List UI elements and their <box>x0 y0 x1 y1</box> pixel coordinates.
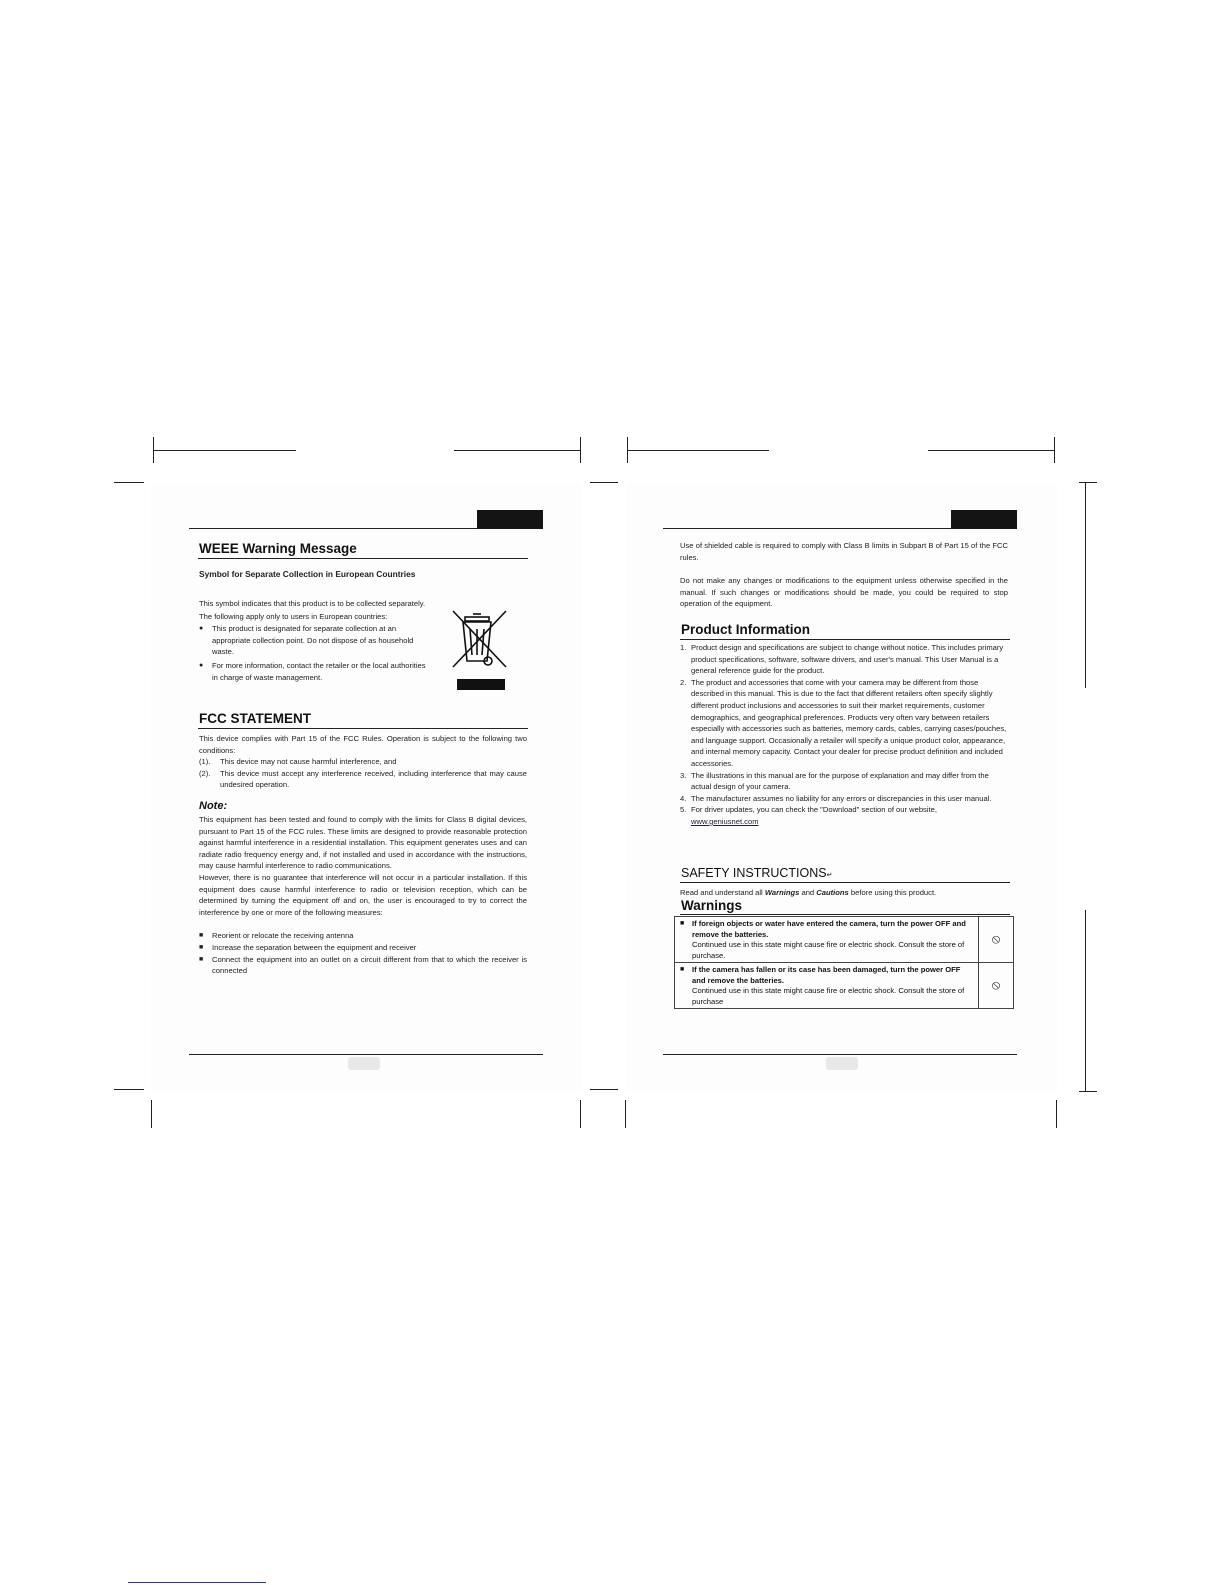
table-row <box>675 917 1014 963</box>
product-info-list <box>680 642 1010 828</box>
fcc-conditions <box>199 756 527 791</box>
crop-mark <box>1056 1100 1057 1128</box>
crop-mark <box>627 450 769 451</box>
crop-mark <box>153 450 296 451</box>
list-item: 5. For driver updates, you can check the "Download" section of our website, www.geniusnet.com <box>680 805 937 826</box>
warnings-title: Warnings <box>681 898 743 913</box>
fcc-body <box>199 733 527 791</box>
product-info-title: Product Information <box>681 622 810 637</box>
list-item: 2. The product and accessories that come with your camera may be different from those described in this manual. This is due to the fact that different retailers often specify slightly different product inclusions and accessories to suit their market requirements, customer demographics, and geographical preferences. Products very often vary between retailers especially with accessories such as batteries, memory cards, cables, carrying cases/pouches, and language support. Occasionally a retailer will specify a unique product color, appearance, and internal memory capacity. Contact your dealer for precise product definition and included accessories. <box>680 677 1007 768</box>
prohibited-icon: ⦸ <box>979 917 1014 963</box>
crop-mark <box>1079 1091 1097 1092</box>
weee-subtitle: Symbol for Separate Collection in European Countries <box>199 569 416 579</box>
warning-title: If the camera has fallen or its case has been damaged, turn the power OFF and remove the batteries. <box>692 965 961 985</box>
crop-mark <box>928 450 1054 451</box>
crop-mark <box>580 437 581 463</box>
list-item: ■ Connect the equipment into an outlet on a circuit different from that to which the receiver is connected <box>199 954 527 977</box>
crop-mark <box>114 482 144 483</box>
crop-mark <box>1085 910 1086 1092</box>
section-rule <box>680 639 1010 640</box>
product-info-body <box>680 642 1010 828</box>
crop-mark <box>114 1089 144 1090</box>
section-rule <box>198 558 528 559</box>
crop-mark <box>625 1100 626 1128</box>
weee-body <box>199 598 431 683</box>
header-tab <box>477 510 543 529</box>
crop-mark <box>151 1100 152 1128</box>
page-number-box <box>348 1057 380 1070</box>
footer-rule <box>189 1054 543 1055</box>
warning-text: Continued use in this state might cause fire or electric shock. Consult the store of purchase. <box>692 940 965 960</box>
crop-mark <box>590 482 618 483</box>
section-rule <box>680 914 1010 915</box>
crop-mark <box>580 1100 581 1128</box>
prohibited-icon: ⦸ <box>979 963 1014 1009</box>
fcc-intro: This device complies with Part 15 of the FCC Rules. Operation is subject to the following two conditions: <box>199 734 527 755</box>
safety-read-line: Read and understand all Warnings and Cautions before using this product. <box>680 888 937 897</box>
list-item: 4. The manufacturer assumes no liability for any errors or discrepancies in this user manual. <box>680 793 992 803</box>
warning-title: If foreign objects or water have entered the camera, turn the power OFF and remove the batteries. <box>692 919 966 939</box>
note-title: Note: <box>199 800 228 812</box>
safety-title: SAFETY INSTRUCTIONS↵ <box>681 866 833 880</box>
crossed-out-wheeled-bin-icon <box>446 609 516 693</box>
weee-intro-1: This symbol indicates that this product is to be collected separately. <box>199 599 426 608</box>
page-number-box <box>826 1057 858 1070</box>
note-paragraph: This equipment has been tested and found to comply with the limits for Class B digital devices, pursuant to Part 15 of the FCC rules. These limits are designed to provide reasonable protection against harmful interference in a residential installation. This equipment generates uses and can radiate radio frequency energy and, if not installed and used in accordance with the instructions, may cause harmful interference to radio communications. <box>199 815 527 871</box>
weee-title: WEEE Warning Message <box>199 541 357 556</box>
crop-mark <box>1085 482 1086 688</box>
list-item: 3. The illustrations in this manual are for the purpose of explanation and may differ from the actual design of your camera. <box>680 770 989 792</box>
weee-bullets <box>199 623 431 683</box>
list-item: ■ Increase the separation between the equipment and receiver <box>199 942 527 954</box>
section-rule <box>198 728 528 729</box>
fcc-title: FCC STATEMENT <box>199 711 311 726</box>
crop-mark <box>454 450 580 451</box>
cable-note: Use of shielded cable is required to comply with Class B limits in Subpart B of Part 15 of the FCC rules. <box>680 541 1008 562</box>
list-item: ● This product is designated for separate collection at an appropriate collection point. Do not dispose of as household waste. <box>199 623 431 658</box>
footer-rule <box>663 1054 1017 1055</box>
header-tab <box>951 510 1017 529</box>
note-body <box>199 814 527 977</box>
list-item: 1. Product design and specifications are subject to change without notice. This includes primary product specifications, software, software drivers, and user's manual. This User Manual is a general reference guide for the product. <box>680 643 1004 676</box>
weee-intro-2: The following apply only to users in European countries: <box>199 611 388 621</box>
warning-cell: ■ If foreign objects or water have entered the camera, turn the power OFF and remove the batteries. Continued use in this state might cause fire or electric shock. Consult the store of purchase. <box>675 917 979 963</box>
warning-text: Continued use in this state might cause fire or electric shock. Consult the store of purchase <box>692 986 965 1006</box>
list-item: ● For more information, contact the retailer or the local authorities in charge of waste management. <box>199 660 431 683</box>
list-item: ■ Reorient or relocate the receiving antenna <box>199 930 527 942</box>
bottom-link-underline <box>128 1582 266 1583</box>
crop-mark <box>1054 437 1055 463</box>
note-measures <box>199 930 527 976</box>
crop-mark <box>590 1089 618 1090</box>
warning-cell: ■ If the camera has fallen or its case has been damaged, turn the power OFF and remove the batteries. Continued use in this state might cause fire or electric shock. Consult the store of purchase <box>675 963 979 1009</box>
crop-mark <box>1079 482 1097 483</box>
note-paragraph: However, there is no guarantee that interference will not occur in a particular installation. If this equipment does cause harmful interference to radio or television reception, which can be determined by turning the equipment off and on, the user is encouraged to try to correct the interference by one or more of the following measures: <box>199 872 527 917</box>
table-row <box>675 963 1014 1009</box>
list-item: (2). This device must accept any interference received, including interference that may cause undesired operation. <box>199 768 527 790</box>
changes-note: Do not make any changes or modifications to the equipment unless otherwise specified in the manual. If such changes or modifications should be made, you could be required to stop operation of the equipment. <box>680 576 1008 609</box>
website-link[interactable]: www.geniusnet.com <box>691 816 759 826</box>
section-rule <box>680 882 1010 883</box>
warnings-table <box>674 916 1014 1009</box>
list-item: (1). This device may not cause harmful interference, and <box>199 757 397 767</box>
